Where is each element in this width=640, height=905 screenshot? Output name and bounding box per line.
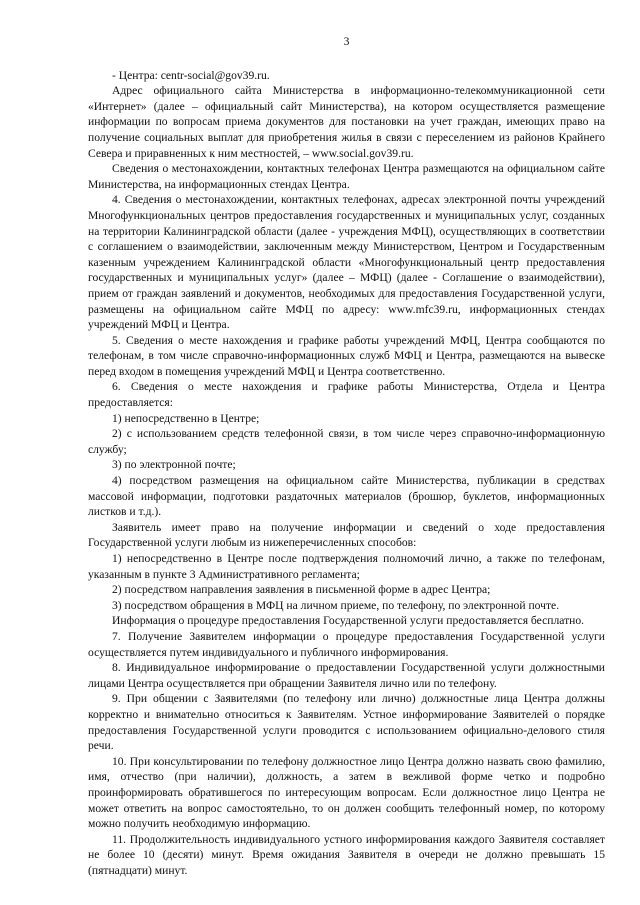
document-page — [88, 34, 605, 878]
paragraph-item-6: 6. Сведения о месте нахождения и графике работы Министерства, Отдела и Центра предоставляется: — [88, 380, 605, 410]
paragraph-free-info: Информация о процедуре предоставления Государственной услуги предоставляется бесплатно. — [112, 614, 585, 628]
paragraph-item-10: 10. При консультировании по телефону должностное лицо Центра должно назвать свою фамилию, имя, отчество (при наличии), должность, а затем в вежливой форме четко и подробно проинформировать обратившегося по интересующим вопросам. Если должностное лицо Центра не может ответить на вопрос самостоятельно, то он должен сообщить телефонный номер, по которому можно получить необходимую информацию. — [88, 754, 605, 831]
paragraph-item-7: 7. Получение Заявителем информации о процедуре предоставления Государственной услуги осуществляется путем индивидуального и публичного информирования. — [88, 629, 605, 659]
paragraph-item-11: 11. Продолжительность индивидуального устного информирования каждого Заявителя составляет не более 10 (десяти) минут. Время ожидания Заявителя в очереди не должно превышать 15 (пятнадцати) минут. — [88, 832, 605, 877]
paragraph-item-5: 5. Сведения о месте нахождения и графике работы учреждений МФЦ, Центра сообщаются по телефонам, в том числе справочно-информационных служб МФЦ и Центра, размещаются на вывеске перед входом в помещения учреждений МФЦ и Центра соответственно. — [88, 333, 605, 378]
paragraph-centre-email: - Центра: centr-social@gov39.ru. — [112, 68, 270, 82]
list-item-6-4: 4) посредством размещения на официальном сайте Министерства, публикации в средствах массовой информации, подготовки раздаточных материалов (брошюр, буклетов, информационных листков и т.д.). — [88, 474, 605, 519]
list-item-6-1: 1) непосредственно в Центре; — [112, 411, 260, 425]
paragraph-applicant-rights: Заявитель имеет право на получение информации и сведений о ходе предоставления Государственной услуги любым из нижеперечисленных способов: — [88, 520, 605, 550]
paragraph-item-4: 4. Сведения о местонахождении, контактных телефонах, адресах электронной почты учреждений Многофункциональных центров предоставления государственных и муниципальных услуг, созданных на территории Калининградской области (далее - учреждения МФЦ), осуществляющих в соответствии с соглашением о взаимодействии, заключенным между Министерством, Центром и Государственным казенным учреждением Калининградской области «Многофункциональный центр предоставления государственных и муниципальных услуг» (далее – МФЦ) (далее - Соглашение о взаимодействии), прием от граждан заявлений и документов, необходимых для предоставления Государственной услуги, размещены на официальном сайте МФЦ по адресу: www.mfc39.ru, информационных стендах учреждений МФЦ и Центра. — [88, 193, 605, 332]
paragraph-item-8: 8. Индивидуальное информирование о предоставлении Государственной услуги должностными лицами Центра осуществляется при обращении Заявителя лично или по телефону. — [88, 661, 605, 690]
list-item-rights-1: 1) непосредственно в Центре после подтверждения полномочий лично, а также по телефонам, указанным в пункте 3 Административного регламента; — [88, 552, 605, 581]
paragraph-centre-contacts: Сведения о местонахождении, контактных телефонах Центра размещаются на официальном сайте Министерства, на информационных стендах Центра. — [88, 162, 605, 191]
list-item-6-2: 2) с использованием средств телефонной связи, в том числе через справочно-информационную службу; — [88, 427, 605, 456]
paragraph-ministry-website: Адрес официального сайта Министерства в информационно-телекоммуникационной сети «Интернет» (далее – официальный сайт Министерства), на котором осуществляется размещение информации по вопросам приема документов для постановки на учет граждан, имеющих право на получение социальных выплат для приобретения жилья в связи с переселением из районов Крайнего Севера и приравненных к ним местностей, – www.social.gov39.ru. — [88, 84, 605, 160]
paragraph-item-9: 9. При общении с Заявителями (по телефону или лично) должностные лица Центра должны корректно и внимательно относиться к Заявителям. Устное информирование Заявителей о порядке предоставления Государственной услуги проводится с использованием официально-делового стиля речи. — [88, 692, 605, 753]
list-item-rights-2: 2) посредством направления заявления в письменной форме в адрес Центра; — [112, 583, 491, 597]
list-item-6-3: 3) по электронной почте; — [112, 458, 236, 472]
page-number: 3 — [343, 35, 350, 48]
list-item-rights-3: 3) посредством обращения в МФЦ на личном приеме, по телефону, по электронной почте. — [112, 598, 560, 612]
